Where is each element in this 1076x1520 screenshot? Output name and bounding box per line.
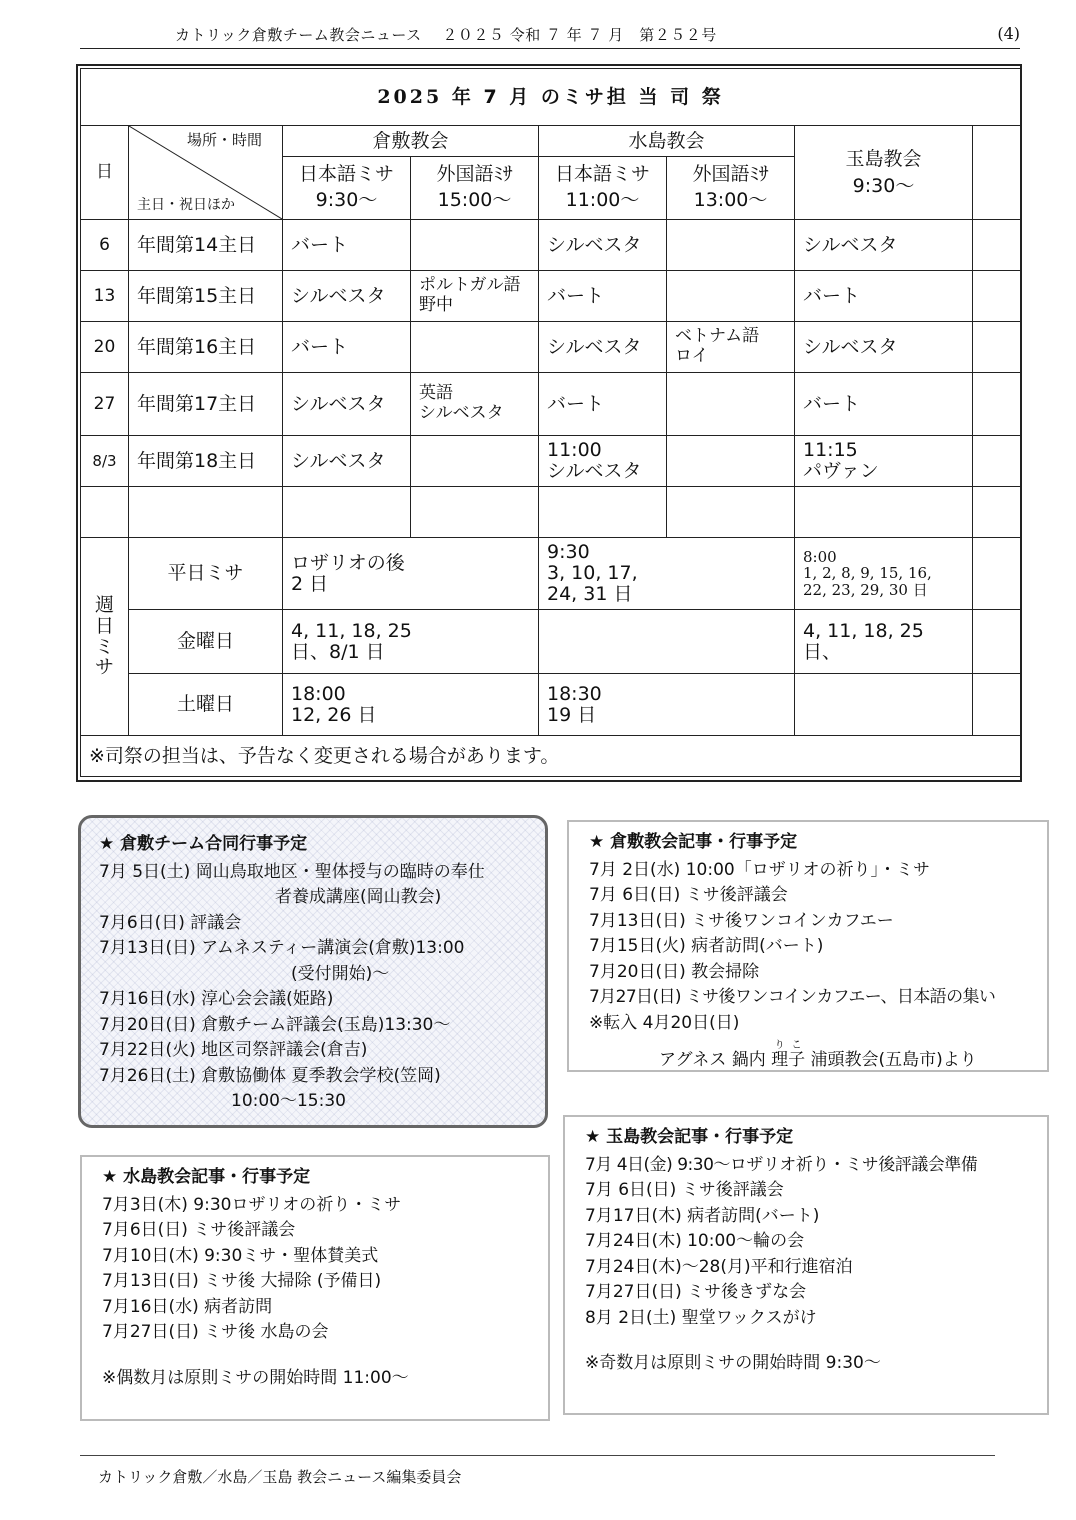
list-item: 7月24日(木)～28(月)平和行進宿泊 [585, 1256, 853, 1277]
m-fo-time: 13:00～ [693, 189, 768, 211]
team-events-box [78, 815, 548, 1128]
list-item: 7月26日(土) 倉敷協働体 夏季教会学校(笠岡) [99, 1065, 441, 1086]
empty-cell [973, 436, 1021, 487]
list-item: (受付開始)～ [291, 963, 390, 984]
empty-cell [973, 271, 1021, 322]
list-item: 7月16日(水) 病者訪問 [102, 1296, 273, 1317]
k-fo-priest [411, 436, 539, 487]
empty-cell [973, 373, 1021, 436]
k-fo-label: 外国語ﾐｻ [436, 163, 513, 186]
list-item: 者養成講座(岡山教会) [275, 887, 442, 907]
page-number: (4) [997, 24, 1020, 43]
weekday-mizushima: 9:30 3, 10, 17, 24, 31 日 [539, 538, 795, 610]
weekday-row [81, 610, 1021, 674]
m-fo-label: 外国語ﾐｻ [692, 163, 769, 186]
k-ja-priest: バート [283, 220, 411, 271]
empty-cell [795, 487, 973, 538]
list-item: 7月20日(日) 倉敷チーム評議会(玉島)13:30～ [99, 1014, 451, 1035]
empty-col-header [973, 126, 1021, 220]
tamashima-note: ※奇数月は原則ミサの開始時間 9:30～ [585, 1353, 881, 1373]
m-ja-priest: シルベスタ [539, 220, 667, 271]
diag-place-time: 場所・時間 [186, 131, 262, 149]
m-ja-header [539, 157, 667, 220]
m-fo-priest: ベトナム語 ロイ [667, 322, 795, 373]
sunday-row [81, 322, 1021, 373]
spacer [102, 1346, 528, 1366]
sunday-name: 年間第14主日 [129, 220, 283, 271]
transfer-line [589, 1040, 1027, 1074]
list-item: 7月27日(日) ミサ後 水島の会 [102, 1322, 329, 1342]
caption-text: 年 7 月 のミサ担 当 司 祭 [451, 85, 724, 108]
empty-cell [973, 487, 1021, 538]
mass-schedule-table [80, 68, 1021, 777]
church-tamashima [795, 126, 973, 220]
tamashima-name: 玉島教会 [845, 147, 922, 170]
k-ja-priest: シルベスタ [283, 373, 411, 436]
newsletter-title: カトリック倉敷チーム教会ニュース ２０２５ 令和 ７ 年 ７ 月 第２５２号 [175, 26, 717, 44]
list-item: 7月13日(日) アムネスティー講演会(倉敷)13:00 [99, 938, 465, 958]
diagonal-header [129, 126, 283, 220]
church-mizushima: 水島教会 [539, 126, 795, 157]
list-item: 7月20日(日) 教会掃除 [589, 961, 760, 982]
empty-cell [973, 538, 1021, 610]
tamashima-events-title: ★ 玉島教会記事・行事予定 [585, 1127, 794, 1147]
k-ja-label: 日本語ミサ [298, 163, 394, 186]
sunday-day: 8/3 [81, 436, 129, 487]
weekday-tamashima [795, 674, 973, 736]
weekday-row [81, 674, 1021, 736]
list-item: 7月3日(木) 9:30ロザリオの祈り・ミサ [102, 1194, 402, 1215]
church-kurashiki: 倉敷教会 [283, 126, 539, 157]
list-item: 7月6日(日) ミサ後評議会 [102, 1220, 296, 1240]
m-ja-priest: バート [539, 271, 667, 322]
m-ja-priest: シルベスタ [539, 322, 667, 373]
empty-cell [411, 487, 539, 538]
weekday-mass-label: 週 日 ミ サ [81, 538, 129, 736]
empty-row [81, 487, 1021, 538]
m-ja-priest: 11:00 シルベスタ [539, 436, 667, 487]
mizushima-note: ※偶数月は原則ミサの開始時間 11:00～ [102, 1367, 409, 1388]
tama-priest: シルベスタ [795, 220, 973, 271]
list-item: 7月 6日(日) ミサ後評議会 [589, 885, 788, 905]
list-item: 7月6日(日) 評議会 [99, 912, 242, 933]
list-item: 7月 6日(日) ミサ後評議会 [585, 1180, 784, 1200]
list-item: 7月15日(火) 病者訪問(バート) [589, 936, 824, 956]
sunday-name: 年間第16主日 [129, 322, 283, 373]
list-item: 7月 2日(水) 10:00「ロザリオの祈り」・ミサ [589, 859, 931, 880]
list-item: 7月10日(木) 9:30ミサ・聖体賛美式 [102, 1245, 379, 1266]
k-fo-priest: 英語 シルベスタ [411, 373, 539, 436]
k-ja-header [283, 157, 411, 220]
sunday-day: 13 [81, 271, 129, 322]
transfer-name-text: 理子 [771, 1050, 806, 1070]
tamashima-events-box [563, 1115, 1049, 1415]
transfer-name [771, 1040, 806, 1070]
sunday-row [81, 436, 1021, 487]
m-fo-priest [667, 373, 795, 436]
list-item: 7月 5日(土) 岡山鳥取地区・聖体授与の臨時の奉仕 [99, 861, 485, 882]
empty-cell [283, 487, 411, 538]
weekday-kurashiki: 4, 11, 18, 25 日、8/1 日 [283, 610, 539, 674]
transfer-suffix: 浦頭教会(五島市)より [805, 1050, 977, 1070]
schedule-note: ※司祭の担当は、予告なく変更される場合があります。 [81, 736, 1021, 777]
list-item: 7月27日(日) ミサ後きずな会 [585, 1282, 807, 1302]
empty-cell [973, 610, 1021, 674]
list-item: 7月13日(日) ミサ後 大掃除 (予備日) [102, 1271, 382, 1291]
weekday-label: 土曜日 [129, 674, 283, 736]
tama-priest: バート [795, 271, 973, 322]
page-header [80, 20, 1020, 49]
empty-cell [667, 487, 795, 538]
empty-cell [973, 220, 1021, 271]
team-events-title: ★ 倉敷チーム合同行事予定 [99, 834, 308, 854]
m-fo-priest [667, 271, 795, 322]
k-fo-header [411, 157, 539, 220]
list-item: ※転入 4月20日(日) [589, 1012, 740, 1033]
transfer-prefix: アグネス 鍋内 [659, 1050, 772, 1070]
footer-text: カトリック倉敷／水島／玉島 教会ニュース編集委員会 [98, 1468, 462, 1486]
list-item: 7月17日(木) 病者訪問(バート) [585, 1205, 820, 1226]
k-ja-priest: バート [283, 322, 411, 373]
tama-priest: バート [795, 373, 973, 436]
empty-cell [973, 674, 1021, 736]
weekday-tamashima: 4, 11, 18, 25 日、 [795, 610, 973, 674]
m-ja-time: 11:00～ [565, 189, 640, 211]
sunday-row [81, 220, 1021, 271]
sunday-day: 27 [81, 373, 129, 436]
list-item: 7月22日(火) 地区司祭評議会(倉吉) [99, 1040, 368, 1060]
transfer-name-ruby: りこ [771, 1040, 806, 1051]
kurashiki-events-title: ★ 倉敷教会記事・行事予定 [589, 832, 798, 852]
k-fo-priest: ポルトガル語 野中 [411, 271, 539, 322]
tama-priest: シルベスタ [795, 322, 973, 373]
sunday-row [81, 271, 1021, 322]
schedule-caption-row [81, 69, 1021, 126]
weekday-label: 金曜日 [129, 610, 283, 674]
list-item: 7月24日(木) 10:00～輪の会 [585, 1231, 805, 1251]
mizushima-events-title: ★ 水島教会記事・行事予定 [102, 1167, 311, 1187]
weekday-row [81, 538, 1021, 610]
empty-cell [539, 487, 667, 538]
empty-cell [973, 322, 1021, 373]
day-header: 日 [81, 126, 129, 220]
weekday-tamashima: 8:00 1, 2, 8, 9, 15, 16, 22, 23, 29, 30 日 [795, 538, 973, 610]
list-item: 7月27日(日) ミサ後ワンコインカフエー、日本語の集い [589, 987, 996, 1007]
spacer [585, 1331, 1027, 1351]
church-header-row [81, 126, 1021, 157]
empty-cell [129, 487, 283, 538]
k-ja-priest: シルベスタ [283, 436, 411, 487]
list-item: 7月 4日(金) 9:30～ロザリオ祈り・ミサ後評議会準備 [585, 1154, 978, 1175]
weekday-mizushima [539, 610, 795, 674]
sunday-name: 年間第18主日 [129, 436, 283, 487]
kurashiki-events-box [567, 820, 1049, 1072]
weekday-label: 平日ミサ [129, 538, 283, 610]
list-item: 10:00～15:30 [231, 1091, 346, 1111]
sunday-row [81, 373, 1021, 436]
k-fo-time: 15:00～ [437, 189, 512, 211]
list-item: 7月13日(日) ミサ後ワンコインカフエー [589, 910, 894, 931]
diag-sunday: 主日・祝日ほか [137, 196, 235, 213]
sunday-day: 6 [81, 220, 129, 271]
tama-priest: 11:15 パヴァン [795, 436, 973, 487]
m-fo-priest [667, 436, 795, 487]
mass-schedule [76, 64, 1022, 782]
schedule-caption [81, 69, 1021, 126]
sunday-day: 20 [81, 322, 129, 373]
list-item: 8月 2日(土) 聖堂ワックスがけ [585, 1307, 817, 1328]
k-fo-priest [411, 322, 539, 373]
weekday-kurashiki: ロザリオの後 2 日 [283, 538, 539, 610]
mizushima-events-box [80, 1155, 550, 1421]
list-item: 7月16日(水) 淳心会会議(姫路) [99, 989, 334, 1009]
tamashima-time: 9:30～ [852, 174, 915, 197]
sunday-name: 年間第17主日 [129, 373, 283, 436]
weekday-kurashiki: 18:00 12, 26 日 [283, 674, 539, 736]
caption-year: 2025 [377, 85, 443, 108]
page-footer [80, 1455, 995, 1486]
m-fo-header [667, 157, 795, 220]
weekday-mizushima: 18:30 19 日 [539, 674, 795, 736]
k-ja-time: 9:30～ [315, 189, 378, 211]
k-ja-priest: シルベスタ [283, 271, 411, 322]
empty-cell [81, 487, 129, 538]
schedule-note-row [81, 736, 1021, 777]
m-fo-priest [667, 220, 795, 271]
sunday-name: 年間第15主日 [129, 271, 283, 322]
m-ja-priest: バート [539, 373, 667, 436]
m-ja-label: 日本語ミサ [554, 163, 650, 186]
k-fo-priest [411, 220, 539, 271]
